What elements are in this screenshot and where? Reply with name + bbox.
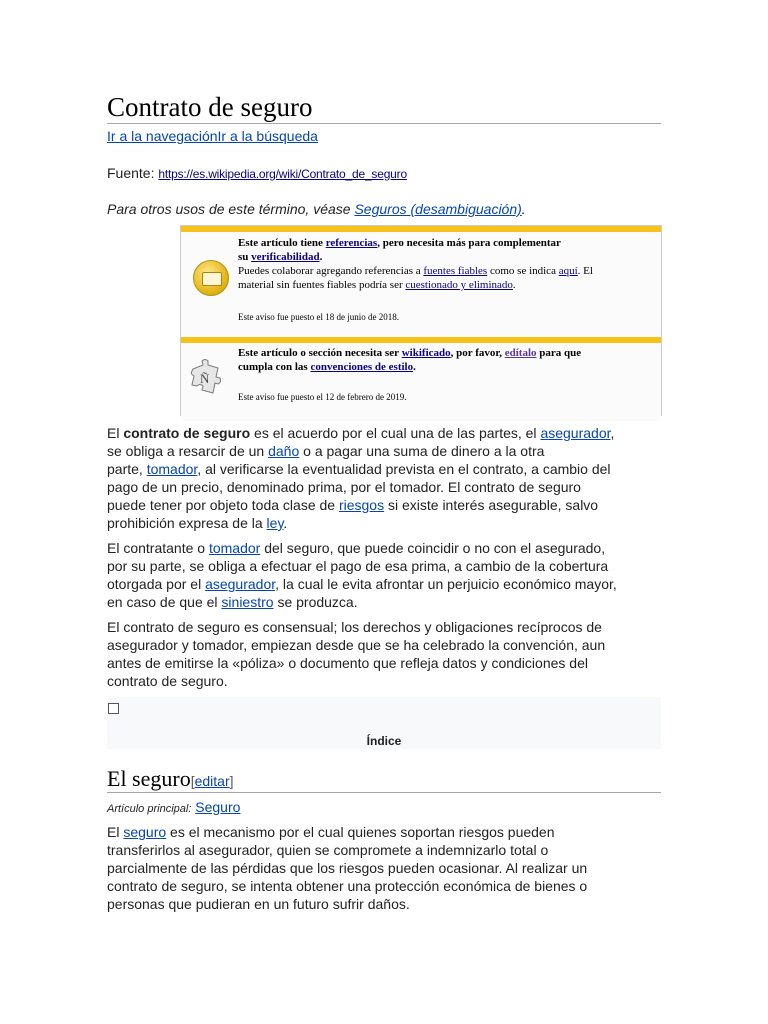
text: parcialmente de las pérdidas que los riesgos pueden ocasionar. Al realizar un	[107, 860, 588, 876]
notice-text: Este artículo o sección necesita ser	[238, 347, 399, 359]
source-line	[107, 164, 407, 183]
jump-to-navigation-link[interactable]: Ir a la navegación	[107, 128, 218, 144]
edit-bracket: [	[190, 773, 195, 789]
editalo-link[interactable]: edítalo	[504, 347, 537, 359]
text: otorgada por el	[107, 576, 202, 592]
text: por su parte, se obliga a efectuar el pago de esa prima, a cambio de la cobertura	[107, 558, 609, 574]
notice-text: su	[238, 251, 249, 263]
notice-date: Este aviso fue puesto el 18 de junio de 2018.	[238, 312, 399, 322]
riesgos-link[interactable]: riesgos	[338, 497, 385, 513]
notice-text: cumpla con las	[238, 361, 308, 373]
text: si existe interés asegurable, salvo	[387, 497, 599, 513]
text: contrato de seguro, se intenta obtener una protección económica de bienes o	[107, 878, 588, 894]
convenciones-link[interactable]: convenciones de estilo	[310, 361, 414, 373]
notice-wikify-text	[238, 346, 653, 374]
section-heading	[107, 766, 661, 793]
verificabilidad-link[interactable]: verificabilidad	[251, 251, 320, 263]
tomador-link[interactable]: tomador	[208, 540, 261, 556]
cuestionado-link[interactable]: cuestionado y eliminado	[405, 279, 513, 291]
paragraph-seguro	[107, 823, 663, 913]
text: .	[283, 515, 288, 531]
text: , la cual le evita afrontar un perjuicio económico mayor,	[275, 576, 617, 592]
text: antes de emitirse la «póliza» o documento que refleja datos y condiciones del	[107, 655, 588, 671]
text: parte,	[107, 461, 143, 477]
notice-date: Este aviso fue puesto el 12 de febrero de 2019.	[238, 392, 407, 402]
notice-text: , pero necesita más para complementar	[377, 237, 561, 249]
notice-text: .	[512, 279, 516, 291]
jump-links	[107, 127, 318, 145]
section-title: El seguro	[107, 766, 191, 791]
text: del seguro, que puede coincidir o no con el asegurado,	[264, 540, 606, 556]
text: El	[107, 824, 120, 840]
text: puede tener por objeto toda clase de	[107, 497, 336, 513]
seguro-link[interactable]: seguro	[123, 824, 167, 840]
notice-wikify	[181, 337, 661, 421]
text: en caso de que el	[107, 594, 218, 610]
source-label: Fuente:	[107, 165, 155, 181]
notice-text: Puedes colaborar agregando referencias a	[238, 265, 421, 277]
text: pago de un precio, denominado prima, por el tomador. El contrato de seguro	[107, 479, 581, 495]
fuentes-fiables-link[interactable]: fuentes fiables	[423, 265, 488, 277]
hatnote	[107, 200, 526, 218]
text: transferirlos al asegurador, quien se compromete a indemnizarlo total o	[107, 842, 549, 858]
asegurador-link[interactable]: asegurador	[540, 425, 611, 441]
text: es el mecanismo por el cual quienes soportan riesgos pueden	[170, 824, 555, 840]
toc-title: Índice	[366, 734, 402, 748]
disambiguation-link[interactable]: Seguros (desambiguación)	[354, 201, 522, 217]
aqui-link[interactable]: aquí	[558, 265, 578, 277]
book-icon	[193, 260, 229, 296]
siniestro-link[interactable]: siniestro	[221, 594, 274, 610]
edit-bracket: ]	[229, 773, 234, 789]
tomador-link[interactable]: tomador	[146, 461, 198, 477]
text: o a pagar una suma de dinero a la otra	[303, 443, 545, 459]
paragraph-consensual	[107, 618, 663, 690]
asegurador-link[interactable]: asegurador	[205, 576, 276, 592]
notice-text: Este artículo tiene	[238, 237, 323, 249]
main-article-label: Artículo principal:	[107, 803, 192, 815]
text: es el acuerdo por el cual una de las partes, el	[254, 425, 537, 441]
jump-to-search-link[interactable]: Ir a la búsqueda	[217, 128, 318, 144]
svg-text:Ñ: Ñ	[200, 371, 210, 386]
dano-link[interactable]: daño	[268, 443, 300, 459]
hatnote-text: Para otros usos de este término, véase	[107, 201, 351, 217]
notice-text: .	[413, 361, 416, 373]
text: se produzca.	[277, 594, 358, 610]
notice-references-text	[238, 236, 653, 292]
text: , al verificarse la eventualidad prevista en el contrato, a cambio del	[197, 461, 611, 477]
notice-references	[181, 226, 661, 337]
text: asegurador y tomador, empiezan desde que se ha celebrado la convención, aun	[107, 637, 606, 653]
seguro-main-article-link[interactable]: Seguro	[195, 799, 241, 815]
wikificado-link[interactable]: wikificado	[401, 347, 451, 359]
maintenance-notices	[180, 225, 662, 416]
text: El contrato de seguro es consensual; los derechos y obligaciones recíprocos de	[107, 619, 602, 635]
text: El	[107, 425, 120, 441]
hatnote-period: .	[521, 201, 526, 217]
referencias-link[interactable]: referencias	[325, 237, 378, 249]
notice-text: como se indica	[489, 265, 556, 277]
text: El contratante o	[107, 540, 206, 556]
text: contrato de seguro.	[107, 673, 228, 689]
text: se obliga a resarcir de un	[107, 443, 265, 459]
text: ,	[610, 425, 615, 441]
main-article-note	[107, 798, 240, 818]
paragraph-intro	[107, 424, 663, 532]
notice-text: material sin fuentes fiables podría ser	[238, 279, 403, 291]
notice-text: , por favor,	[450, 347, 502, 359]
edit-section-link[interactable]: editar	[194, 773, 230, 789]
notice-text: . El	[577, 265, 593, 277]
toc-toggle-checkbox[interactable]	[108, 703, 119, 714]
text: prohibición expresa de la	[107, 515, 263, 531]
ley-link[interactable]: ley	[266, 515, 284, 531]
notice-text: .	[319, 251, 323, 263]
page-title: Contrato de seguro	[107, 90, 661, 124]
text: personas que pudieran en un futuro sufrir daños.	[107, 896, 410, 912]
table-of-contents	[107, 697, 661, 749]
notice-text: para que	[539, 347, 582, 359]
puzzle-piece-icon	[189, 357, 225, 397]
paragraph-contratante	[107, 539, 663, 611]
source-url-link[interactable]: https://es.wikipedia.org/wiki/Contrato_de_seguro	[158, 167, 407, 181]
bold-term: contrato de seguro	[123, 425, 251, 441]
